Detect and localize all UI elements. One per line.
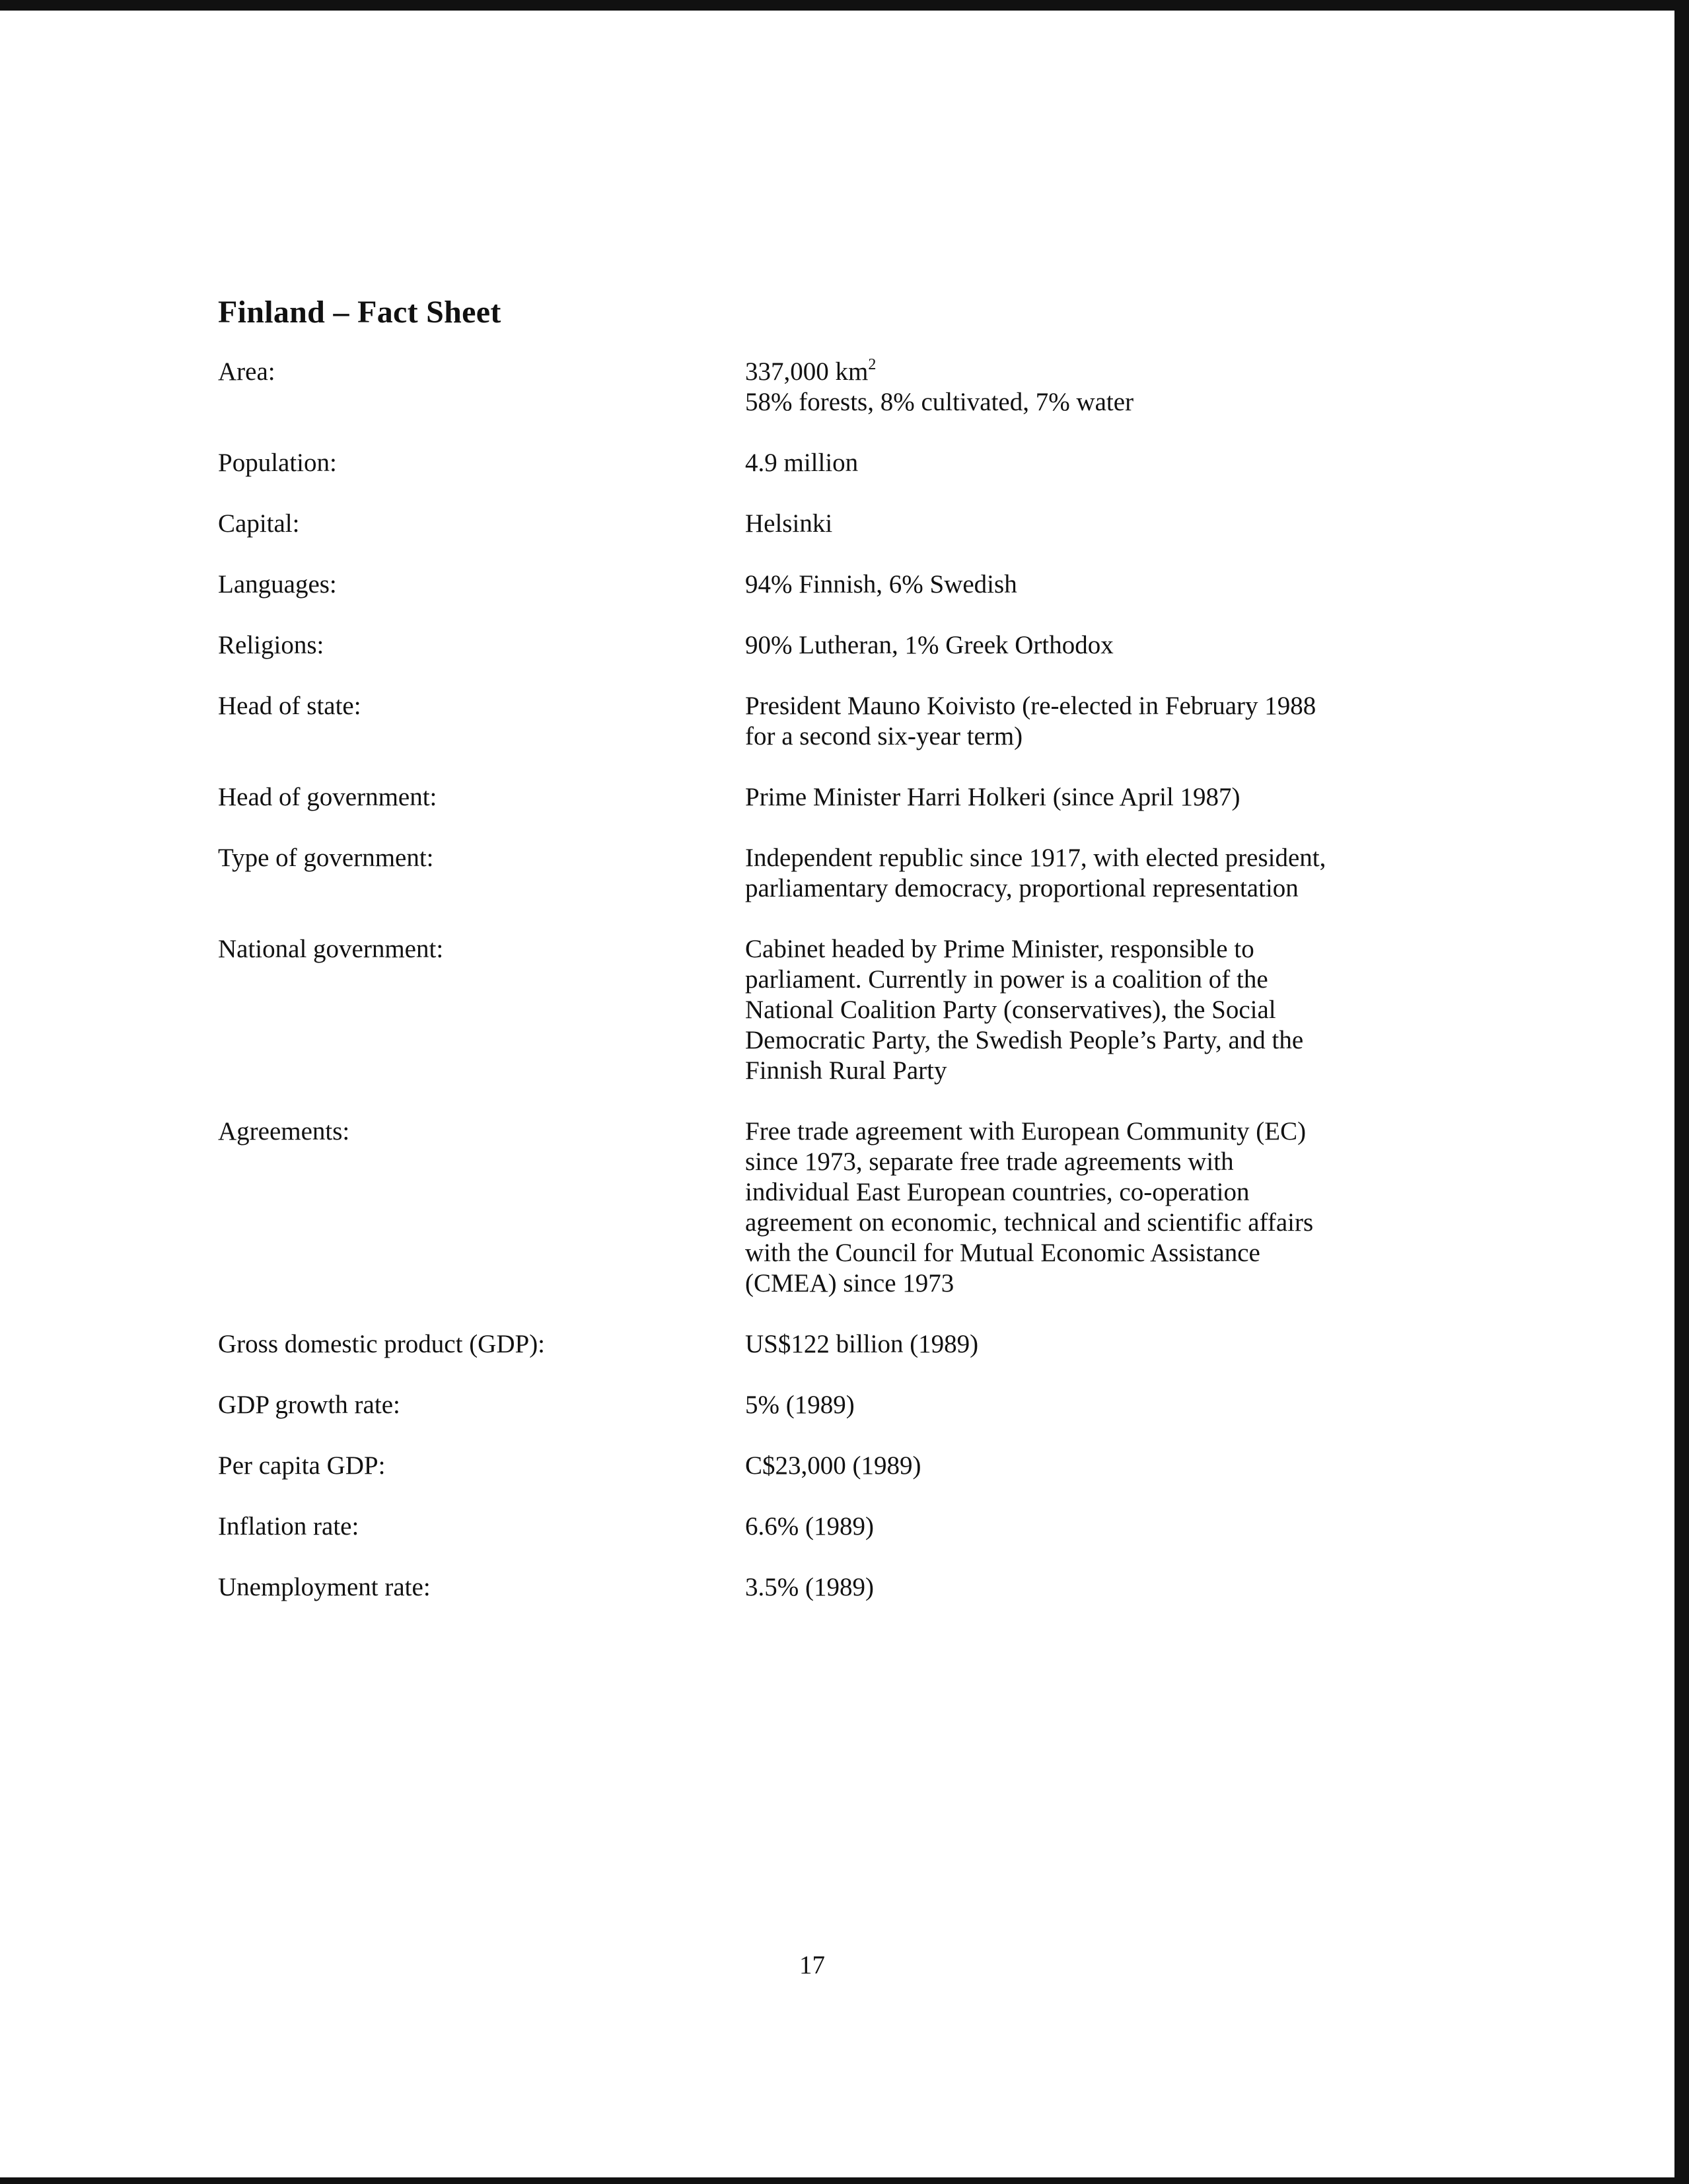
fact-value-line: 58% forests, 8% cultivated, 7% water — [745, 388, 1134, 416]
fact-value — [745, 1511, 1447, 1542]
fact-row-area — [218, 357, 1447, 418]
scan-border-bottom — [0, 2177, 1689, 2184]
fact-value-line: Free trade agreement with European Community (EC) — [745, 1117, 1307, 1146]
fact-value-line: 6.6% (1989) — [745, 1512, 874, 1541]
fact-value — [745, 1116, 1447, 1299]
fact-label: Religions: — [218, 631, 324, 659]
scan-border-top — [0, 0, 1689, 11]
fact-label: Head of government: — [218, 783, 437, 811]
fact-value — [745, 1572, 1447, 1603]
fact-value-line: 5% (1989) — [745, 1391, 855, 1419]
fact-value — [745, 1390, 1447, 1420]
fact-value-line: National Coalition Party (conservatives), the Social — [745, 996, 1276, 1024]
fact-value — [745, 934, 1447, 1086]
fact-row-religions — [218, 630, 1447, 661]
fact-value-line: 3.5% (1989) — [745, 1573, 874, 1601]
fact-value-line: 90% Lutheran, 1% Greek Orthodox — [745, 631, 1114, 659]
fact-value-line: individual East European countries, co-operation — [745, 1178, 1250, 1206]
fact-value-line: 4.9 million — [745, 449, 859, 477]
fact-value — [745, 569, 1447, 600]
fact-row-agreements — [218, 1116, 1447, 1299]
fact-value — [745, 448, 1447, 478]
fact-value-line: with the Council for Mutual Economic Assistance — [745, 1239, 1260, 1267]
fact-value — [745, 1329, 1447, 1360]
fact-value-line: US$122 billion (1989) — [745, 1330, 979, 1358]
fact-row-head-of-state — [218, 691, 1447, 752]
fact-row-gdp-growth-rate — [218, 1390, 1447, 1420]
fact-value — [745, 630, 1447, 661]
fact-row-type-of-government — [218, 843, 1447, 904]
fact-value-line: Democratic Party, the Swedish People’s Party, and the — [745, 1026, 1304, 1054]
fact-row-languages — [218, 569, 1447, 600]
fact-label: Head of state: — [218, 692, 361, 720]
fact-value-line: President Mauno Koivisto (re-elected in February 1988 — [745, 692, 1316, 720]
page-number: 17 — [799, 1951, 825, 1979]
fact-label: Population: — [218, 449, 337, 477]
fact-value-line: (CMEA) since 1973 — [745, 1269, 954, 1297]
fact-label: National government: — [218, 935, 444, 963]
fact-row-head-of-government — [218, 782, 1447, 813]
fact-value — [745, 509, 1447, 539]
fact-label: Gross domestic product (GDP): — [218, 1330, 546, 1358]
fact-label: Per capita GDP: — [218, 1451, 386, 1480]
fact-value — [745, 843, 1447, 904]
fact-value-line: Helsinki — [745, 509, 833, 538]
fact-value-line: since 1973, separate free trade agreements with — [745, 1147, 1234, 1176]
fact-value-line: Independent republic since 1917, with elected president, — [745, 844, 1326, 872]
fact-row-capital — [218, 509, 1447, 539]
fact-row-per-capita-gdp — [218, 1451, 1447, 1481]
fact-label: Agreements: — [218, 1117, 350, 1146]
fact-row-national-government — [218, 934, 1447, 1086]
fact-value-line: Finnish Rural Party — [745, 1056, 947, 1085]
fact-value-line: parliament. Currently in power is a coalition of the — [745, 965, 1268, 994]
fact-value — [745, 782, 1447, 813]
page-title: Finland – Fact Sheet — [218, 295, 501, 330]
fact-value-line: Cabinet headed by Prime Minister, responsible to — [745, 935, 1254, 963]
fact-value-line: C$23,000 (1989) — [745, 1451, 921, 1480]
fact-label: Capital: — [218, 509, 300, 538]
fact-row-inflation-rate — [218, 1511, 1447, 1542]
fact-row-gdp — [218, 1329, 1447, 1360]
fact-label: Area: — [218, 357, 275, 386]
fact-row-unemployment-rate — [218, 1572, 1447, 1603]
fact-value-line: agreement on economic, technical and scientific affairs — [745, 1208, 1314, 1237]
fact-value-line: for a second six-year term) — [745, 722, 1023, 750]
fact-value — [745, 1451, 1447, 1481]
fact-label: Type of government: — [218, 844, 434, 872]
fact-value — [745, 357, 1447, 418]
fact-value-line: parliamentary democracy, proportional representation — [745, 874, 1299, 902]
fact-label: GDP growth rate: — [218, 1391, 400, 1419]
superscript: 2 — [868, 356, 877, 373]
scan-border-right — [1674, 0, 1689, 2184]
fact-label: Inflation rate: — [218, 1512, 359, 1541]
fact-value — [745, 691, 1447, 752]
fact-value-line: 94% Finnish, 6% Swedish — [745, 570, 1017, 599]
fact-value-line: Prime Minister Harri Holkeri (since April 1987) — [745, 783, 1240, 811]
fact-value-line: 337,000 $km^2$ — [745, 356, 877, 386]
fact-row-population — [218, 448, 1447, 478]
fact-list — [218, 357, 1447, 1633]
fact-label: Languages: — [218, 570, 337, 599]
fact-label: Unemployment rate: — [218, 1573, 431, 1601]
